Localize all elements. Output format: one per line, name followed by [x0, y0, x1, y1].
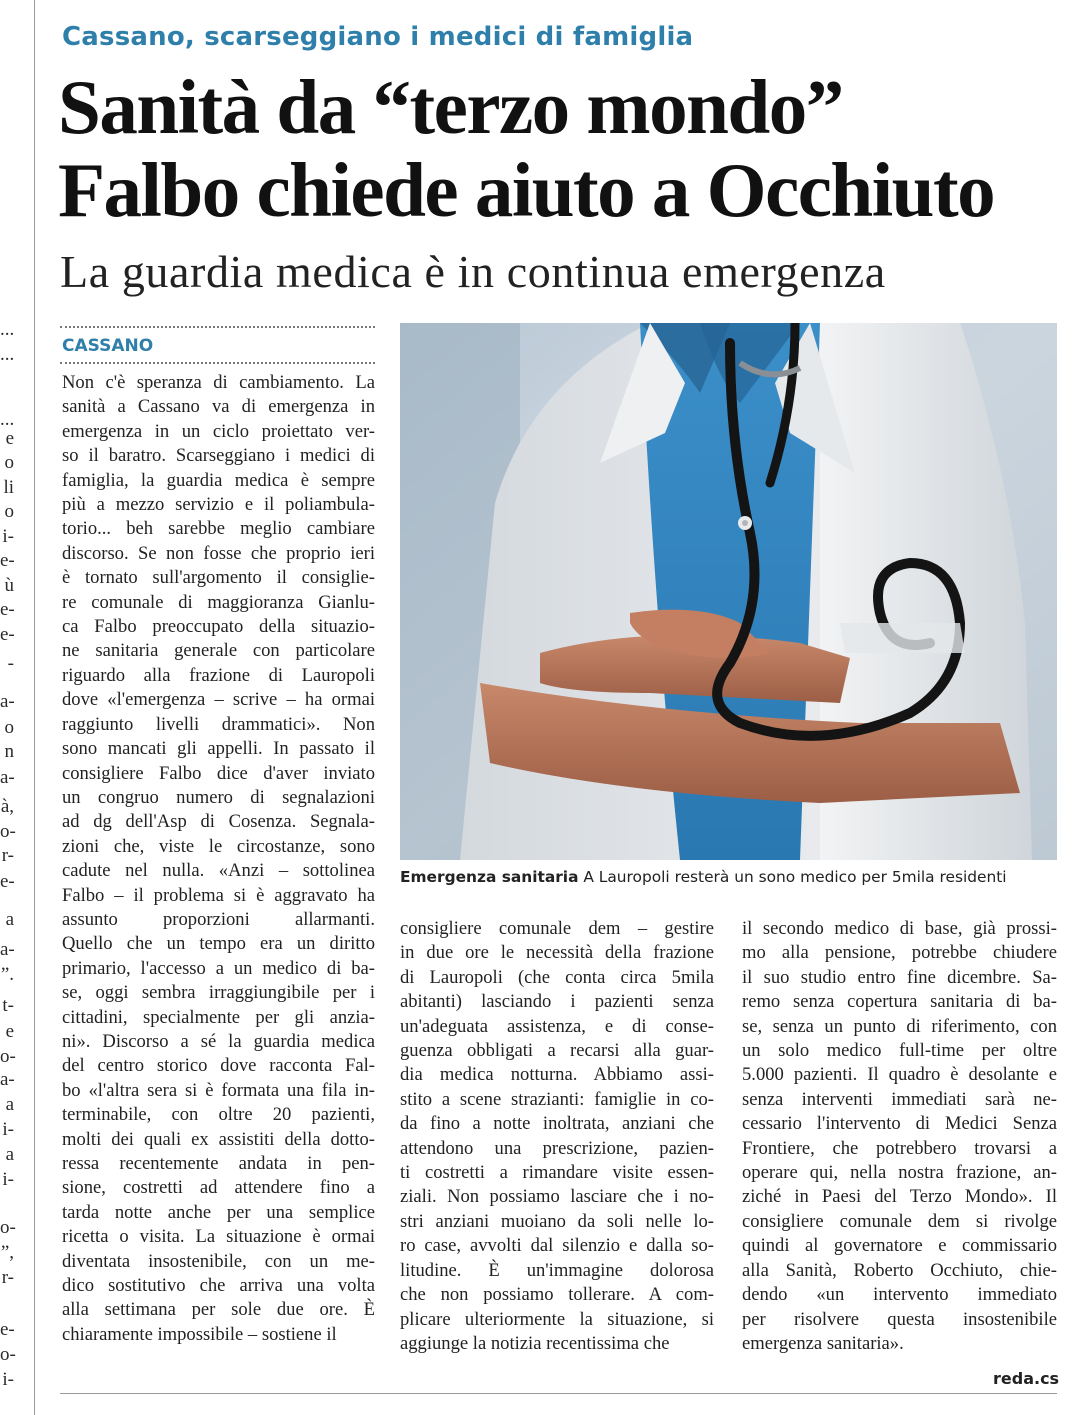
- text-line: remo senza copertura sanitaria di ba-: [742, 991, 1057, 1013]
- fragment-text: n: [4, 741, 14, 762]
- fragment-text: i-: [2, 1369, 14, 1390]
- fragment-text: e: [5, 1021, 14, 1042]
- fragment-text: o: [4, 717, 14, 738]
- text-line: ricetta o visita. La situazione è ormai: [62, 1226, 375, 1248]
- fragment-text: ù: [4, 575, 14, 596]
- text-column-1: [62, 371, 375, 1347]
- fragment-text: li: [3, 477, 14, 498]
- section-label: CASSANO: [62, 336, 154, 356]
- text-column-3: [742, 917, 1057, 1356]
- text-line: diventata insostenibile, con un me-: [62, 1250, 375, 1272]
- fragment-text: a: [5, 909, 14, 930]
- fragment-text: i-: [2, 1169, 14, 1190]
- text-line: sono mancati gli appelli. In passato il: [62, 738, 375, 760]
- text-line: sione, costretti ad attendere fino a: [62, 1177, 375, 1199]
- bottom-rule: [60, 1393, 1057, 1394]
- fragment-text: o-: [0, 821, 16, 842]
- fragment-text: e-: [0, 1319, 15, 1340]
- fragment-text: r-: [1, 845, 14, 866]
- fragment-text: o: [4, 452, 14, 473]
- text-line: ne sanitaria generale con particolare: [62, 640, 375, 662]
- text-line: per risolvere questa insostenibile: [742, 1308, 1057, 1330]
- article-kicker: Cassano, scarseggiano i medici di famiglia: [62, 22, 694, 52]
- text-line: stito a scene strazianti: famiglie in co-: [400, 1088, 714, 1110]
- text-line: di Lauropoli (che conta circa 5mila: [400, 966, 714, 988]
- text-line: sanità a Cassano va di emergenza in: [62, 396, 375, 418]
- text-line: dico sostitutivo che arriva una volta: [62, 1275, 375, 1297]
- fragment-text: a: [5, 1144, 14, 1165]
- text-column-2: [400, 917, 714, 1356]
- fragment-text: e-: [0, 624, 15, 645]
- fragment-text: a-: [0, 691, 15, 712]
- doctor-photo: [400, 323, 1057, 860]
- text-line: ziali. Non possiamo lasciare che i no-: [400, 1186, 714, 1208]
- text-line: ni». Discorso a sé la guardia medica: [62, 1030, 375, 1052]
- fragment-text: r-: [1, 1267, 14, 1288]
- text-line: Non c'è speranza di cambiamento. La: [62, 372, 375, 393]
- fragment-text: à,: [0, 796, 14, 817]
- fragment-text: t-: [2, 995, 14, 1016]
- text-line: chiaramente impossibile – sostiene il: [62, 1323, 337, 1345]
- text-line: che non possiamo tollerare. A com-: [400, 1284, 714, 1306]
- text-line: torio... beh sarebbe meglio cambiare: [62, 518, 375, 540]
- article-subhead: La guardia medica è in continua emergenza: [60, 246, 886, 297]
- text-line: assunto proporzioni allarmanti.: [62, 908, 375, 930]
- previous-article-strip: [0, 0, 34, 1415]
- text-line: guenza obbligati a recarsi alla guar-: [400, 1040, 714, 1062]
- text-line: il secondo medico di base, già prossi-: [742, 918, 1057, 939]
- text-line: se, senza un punto di riferimento, con: [742, 1015, 1057, 1037]
- fragment-text: a-: [0, 1069, 15, 1090]
- text-line: dove «l'emergenza – scrive – ha ormai: [62, 689, 375, 711]
- column-divider: [34, 0, 35, 1415]
- fragment-text: e: [5, 428, 14, 449]
- text-line: consigliere Falbo dice d'aver inviato: [62, 762, 375, 784]
- text-line: re comunale di maggioranza Gianlu-: [62, 591, 375, 613]
- fragment-text: a-: [0, 767, 15, 788]
- text-line: so il baratro. Scarseggiano i medici di: [62, 445, 375, 467]
- text-line: ro case, avvolti dal silenzio e dalla so-: [400, 1235, 714, 1257]
- text-line: mo alla pensione, potrebbe chiudere: [742, 942, 1057, 964]
- text-line: terminabile, con oltre 20 pazienti,: [62, 1104, 375, 1126]
- headline-line-2: Falbo chiede aiuto a Occhiuto: [58, 147, 995, 233]
- text-line: consigliere comunale dem – gestire: [400, 918, 714, 939]
- caption-label: Emergenza sanitaria: [400, 868, 579, 886]
- text-line: quindi al governatore e commissario: [742, 1235, 1057, 1257]
- text-line: litudine. È un'immagine dolorosa: [400, 1259, 714, 1281]
- doctor-with-stethoscope-image: [400, 323, 1057, 860]
- text-line: aggiunge la notizia recentissima che: [400, 1332, 670, 1354]
- text-line: stri anziani muoiano da soli nelle lo-: [400, 1210, 714, 1232]
- fragment-text: ...: [0, 319, 15, 340]
- text-line: attendono una prescrizione, pazien-: [400, 1137, 714, 1159]
- fragment-text: ...: [0, 409, 15, 430]
- dotted-rule: [60, 326, 375, 328]
- fragment-text: o-: [0, 1217, 16, 1238]
- text-line: Frontiere, che potrebbero trovarsi a: [742, 1137, 1057, 1159]
- text-line: abitanti) lasciando i pazienti senza: [400, 991, 714, 1013]
- fragment-text: o-: [0, 1046, 16, 1067]
- fragment-text: e-: [0, 871, 15, 892]
- text-line: primario, l'accesso a un medico di ba-: [62, 957, 375, 979]
- text-line: cessario l'intervento di Medici Senza: [742, 1113, 1057, 1135]
- author-signature: reda.cs: [993, 1369, 1060, 1388]
- fragment-text: -: [7, 653, 14, 674]
- text-line: tarda notte anche per una semplice: [62, 1201, 375, 1223]
- text-line: discorso. Se non fosse che proprio ieri: [62, 542, 375, 564]
- text-line: Quello che un tempo era un diritto: [62, 933, 375, 955]
- text-line: ressa recentemente andata in pen-: [62, 1153, 375, 1174]
- fragment-text: a: [5, 1094, 14, 1115]
- text-line: riguardo alla frazione di Lauropoli: [62, 664, 375, 686]
- text-line: plicare ulteriormente la situazione, si: [400, 1308, 714, 1330]
- fragment-text: a-: [0, 939, 15, 960]
- caption-text: A Lauropoli resterà un sono medico per 5mila residenti: [578, 868, 1007, 886]
- dotted-rule: [60, 362, 375, 364]
- fragment-text: i-: [2, 1119, 14, 1140]
- text-line: il suo studio entro fine dicembre. Sa-: [742, 966, 1057, 988]
- text-line: in due ore le necessità della frazione: [400, 942, 714, 964]
- fragment-text: e-: [0, 550, 15, 571]
- text-line: alla settimana per sole due ore. È: [62, 1299, 375, 1321]
- fragment-text: ...: [0, 344, 15, 365]
- text-line: raggiunto livelli drammatici». Non: [62, 713, 375, 735]
- article-headline: [58, 66, 1058, 232]
- text-line: ca Falbo preoccupato della situazio-: [62, 616, 375, 638]
- text-line: dia medica notturna. Abbiamo assi-: [400, 1064, 714, 1086]
- text-line: operare qui, nella nostra frazione, an-: [742, 1162, 1057, 1184]
- text-line: se, oggi sembra irraggiungibile per i: [62, 982, 375, 1004]
- text-line: un'adeguata assistenza, e di conse-: [400, 1015, 714, 1037]
- text-line: senza interventi immediati sarà ne-: [742, 1088, 1057, 1110]
- text-line: emergenza sanitaria».: [742, 1332, 904, 1354]
- text-line: bo «l'altra sera si è formata una fila in-: [62, 1079, 375, 1101]
- text-line: 5.000 pazienti. Il quadro è desolante e: [742, 1064, 1057, 1086]
- photo-caption: [400, 868, 1007, 886]
- text-line: è tornato sull'argomento il consiglie-: [62, 567, 375, 589]
- text-line: molti dei quali ex assistiti della dotto-: [62, 1128, 375, 1150]
- fragment-text: ”,: [0, 1242, 14, 1263]
- fragment-text: e-: [0, 599, 15, 620]
- text-line: cadute nel nulla. «Anzi – sottolinea: [62, 860, 375, 882]
- fragment-text: o-: [0, 1344, 16, 1365]
- headline-line-1: Sanità da “terzo mondo”: [58, 64, 843, 150]
- fragment-text: i-: [2, 526, 14, 547]
- text-line: Falbo – il problema si è aggravato ha: [62, 884, 375, 906]
- text-line: un congruo numero di segnalazioni: [62, 786, 375, 808]
- text-line: consigliere comunale dem si rivolge: [742, 1210, 1057, 1232]
- text-line: più a mezzo servizio e il poliambula-: [62, 494, 375, 516]
- text-line: alla Sanità, Roberto Occhiuto, chie-: [742, 1259, 1057, 1281]
- text-line: dendo «un intervento immediato: [742, 1284, 1057, 1306]
- text-line: ad dg dell'Asp di Cosenza. Segnala-: [62, 811, 375, 833]
- text-line: emergenza in un ciclo proiettato ver-: [62, 420, 375, 442]
- text-line: ziché in Paesi del Terzo Mondo». Il: [742, 1186, 1057, 1208]
- text-line: famiglia, la guardia medica è sempre: [62, 469, 375, 491]
- text-line: del centro storico dove racconta Fal-: [62, 1055, 375, 1077]
- fragment-text: o: [4, 501, 14, 522]
- fragment-text: ”.: [0, 964, 14, 985]
- text-line: un solo medico full-time per oltre: [742, 1040, 1057, 1062]
- text-line: ti costretti a rimandare visite essen-: [400, 1162, 714, 1184]
- text-line: da fino a notte inoltrata, anziani che: [400, 1113, 714, 1135]
- text-line: zioni che, viste le circostanze, sono: [62, 835, 375, 857]
- text-line: cittadini, specialmente per gli anzia-: [62, 1006, 375, 1028]
